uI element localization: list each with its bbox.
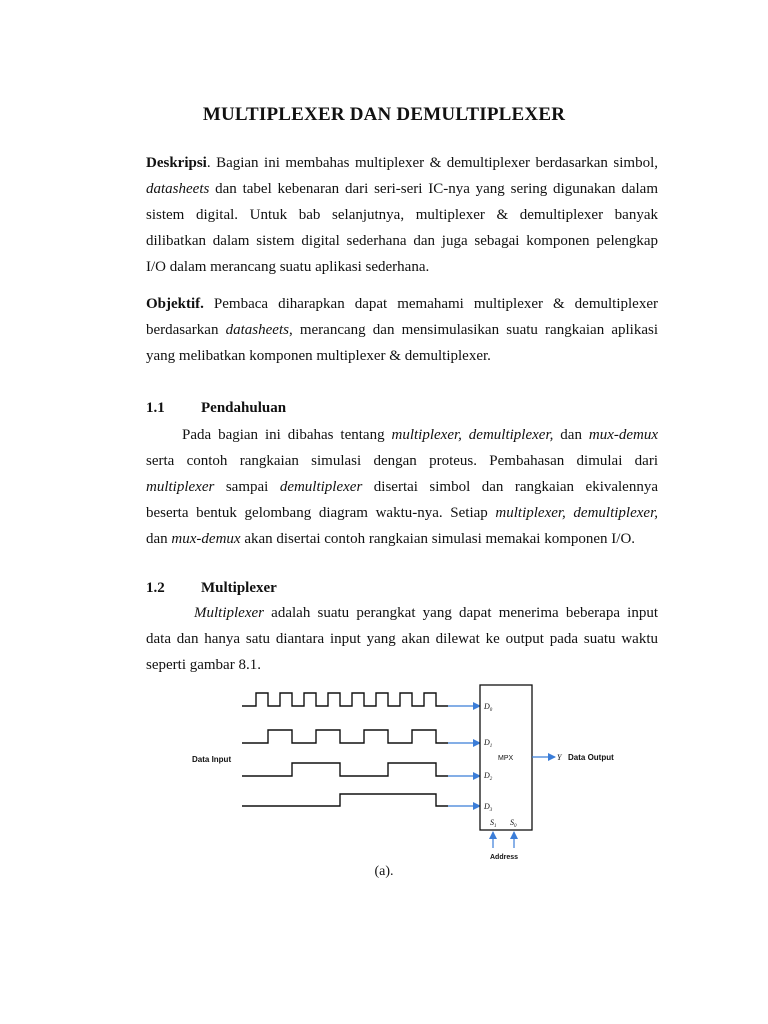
deskripsi-line-1 bbox=[146, 150, 658, 176]
y-label: Y bbox=[557, 753, 562, 762]
multiplexer-line-1 bbox=[146, 600, 658, 626]
datasheets-italic: datasheets bbox=[225, 322, 289, 338]
pendahuluan-line-1 bbox=[146, 422, 658, 448]
address-label: Address bbox=[490, 854, 519, 861]
text: beserta bentuk gelombang diagram waktu-nya. Setiap bbox=[146, 505, 496, 521]
objektif-text: , merancang dan mensimulasikan suatu rangkaian aplikasi bbox=[288, 322, 659, 338]
pendahuluan-paragraph bbox=[146, 422, 658, 552]
multiplexer-line-3: seperti gambar 8.1. bbox=[146, 657, 261, 673]
multiplexer-line-2: data dan hanya satu diantara input yang akan dilewat ke output pada suatu waktu bbox=[146, 631, 658, 647]
d3-label: $D_3$ bbox=[484, 802, 493, 813]
d2-label: $D_2$ bbox=[484, 771, 493, 782]
waveform-d0 bbox=[242, 693, 448, 706]
italic-term: Multiplexer bbox=[194, 605, 264, 621]
section-heading-1-2 bbox=[146, 580, 277, 597]
text: sampai bbox=[214, 479, 280, 495]
deskripsi-line-4: dilibatkan dalam sistem digital sederhana dan juga sebagai komponen pelengkap bbox=[146, 233, 658, 249]
objektif-label: Objektif. bbox=[146, 296, 204, 312]
deskripsi-line-3: sistem digital. Untuk bab selanjutnya, multiplexer & demultiplexer banyak bbox=[146, 207, 658, 223]
multiplexer-diagram bbox=[180, 680, 620, 865]
objektif-text: Pembaca diharapkan dapat memahami multiplexer & demultiplexer bbox=[203, 296, 658, 312]
text: adalah suatu perangkat yang dapat menerima beberapa input bbox=[263, 605, 658, 621]
pendahuluan-line-5 bbox=[146, 526, 658, 552]
objektif-line-2 bbox=[146, 317, 658, 343]
deskripsi-text: dan tabel kebenaran dari seri-seri IC-nya yang sering digunakan dalam bbox=[209, 181, 658, 197]
figure-caption: (a). bbox=[374, 864, 394, 879]
data-output-label: Data Output bbox=[568, 753, 614, 762]
text: Pada bagian ini dibahas tentang bbox=[182, 427, 392, 443]
pendahuluan-line-3 bbox=[146, 474, 658, 500]
pendahuluan-line-2: serta contoh rangkaian simulasi dengan proteus. Pembahasan dimulai dari bbox=[146, 453, 658, 469]
section-title: Multiplexer bbox=[201, 580, 277, 596]
text: akan disertai contoh rangkaian simulasi memakai komponen I/O. bbox=[240, 531, 636, 547]
multiplexer-paragraph bbox=[146, 600, 658, 678]
deskripsi-paragraph bbox=[146, 150, 658, 280]
d0-label: $D_0$ bbox=[484, 702, 493, 713]
s1-label: $S_1$ bbox=[490, 818, 497, 829]
text: dan bbox=[553, 427, 589, 443]
deskripsi-text: . Bagian ini membahas multiplexer & demultiplexer berdasarkan simbol, bbox=[206, 155, 658, 171]
d1-label: $D_1$ bbox=[484, 738, 493, 749]
datasheets-italic: datasheets bbox=[146, 181, 210, 197]
pendahuluan-line-4 bbox=[146, 500, 658, 526]
deskripsi-line-5: I/O dalam merancang suatu aplikasi sederhana. bbox=[146, 259, 430, 275]
waveform-d3 bbox=[242, 794, 448, 806]
objektif-line-1 bbox=[146, 291, 658, 317]
mpx-label: MPX bbox=[498, 755, 514, 762]
italic-term: multiplexer, demultiplexer, bbox=[391, 427, 554, 443]
objektif-text: berdasarkan bbox=[146, 322, 226, 338]
section-title: Pendahuluan bbox=[201, 400, 287, 416]
italic-term: mux-demux bbox=[588, 427, 658, 443]
section-heading-1-1 bbox=[146, 400, 286, 417]
waveform-d1 bbox=[242, 730, 448, 743]
deskripsi-line-2 bbox=[146, 176, 658, 202]
s0-label: $S_0$ bbox=[510, 818, 517, 829]
text: disertai simbol dan rangkaian ekivalennya bbox=[362, 479, 659, 495]
objektif-line-3: yang melibatkan komponen multiplexer & demultiplexer. bbox=[146, 348, 491, 364]
deskripsi-label: Deskripsi bbox=[146, 155, 207, 171]
data-input-label: Data Input bbox=[192, 755, 232, 764]
section-number: 1.2 bbox=[146, 580, 165, 596]
waveform-d2 bbox=[242, 763, 448, 776]
italic-term: multiplexer bbox=[146, 479, 215, 495]
page-title: MULTIPLEXER DAN DEMULTIPLEXER bbox=[202, 104, 566, 125]
italic-term: multiplexer, demultiplexer, bbox=[495, 505, 658, 521]
text: dan bbox=[146, 531, 172, 547]
italic-term: demultiplexer bbox=[279, 479, 363, 495]
section-number: 1.1 bbox=[146, 400, 165, 416]
italic-term: mux-demux bbox=[171, 531, 241, 547]
objektif-paragraph bbox=[146, 291, 658, 369]
